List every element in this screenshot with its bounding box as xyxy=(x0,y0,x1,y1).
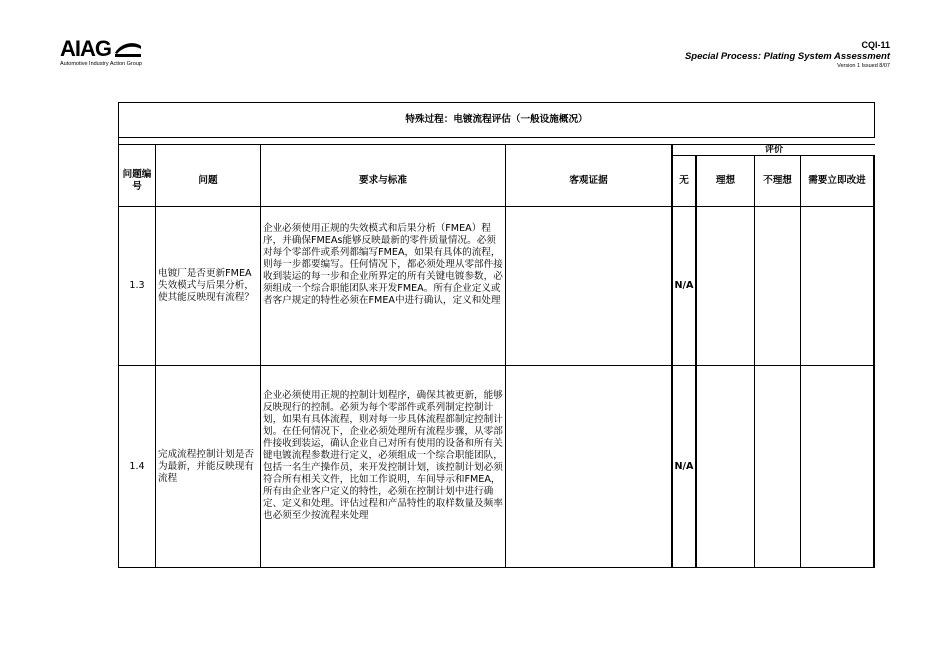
header-na: 无 xyxy=(679,175,689,186)
document-header xyxy=(685,40,890,70)
document-title: Special Process: Plating System Assessment xyxy=(684,51,890,62)
row-1-4-ideal-cell[interactable] xyxy=(697,366,754,567)
row-1-3-na: N/A xyxy=(674,280,694,291)
row-1-4-immediate-action-cell[interactable] xyxy=(801,366,873,567)
row-1-3-not-ideal-cell[interactable] xyxy=(755,207,800,365)
row-1-3-ideal-cell[interactable] xyxy=(697,207,754,365)
row-1-4-requirements: 企业必须使用正规的控制计划程序，确保其被更新，能够反映现行的控制。必须为每个零部件或系列制定控制计划，如果有具体流程，则对每一步具体流程都制定控制计划。在任何情况下，企业必须处理所有流程步骤，从零部件接收到装运，确认企业自己对所有使用的设备和所有关键电镀流程参数进行定义，必须组成一个综合职能团队，包括一名生产操作员，来开发控制计划，该控制计划必须符合所有相关文件，比如工作说明，车间导示和FMEA，所有由企业客户定义的特性，必须在控制计划中进行确定、定义和处理。评估过程和产品特性的取样数量及频率也必须至少按流程来处理 xyxy=(263,390,503,521)
assessment-table xyxy=(118,102,875,568)
header-not-ideal: 不理想 xyxy=(763,175,792,186)
document-id: CQI-11 xyxy=(861,40,890,50)
row-1-4-na: N/A xyxy=(674,460,694,472)
row-1-4-evidence[interactable] xyxy=(506,366,671,567)
row-1-3-evidence[interactable] xyxy=(506,207,671,365)
evaluation-group-header: 评价 xyxy=(764,144,783,155)
aiag-logo xyxy=(60,38,143,67)
header-evidence: 客观证据 xyxy=(569,175,608,186)
header-ideal: 理想 xyxy=(715,175,736,186)
header-immediate-action: 需要立即改进 xyxy=(808,175,866,186)
logo-text: AIAG xyxy=(60,36,111,61)
row-1-4-not-ideal-cell[interactable] xyxy=(755,366,800,567)
logo-subtitle: Automotive Industry Action Group xyxy=(60,61,142,67)
row-1-3-requirements: 企业必须使用正规的失效模式和后果分析（FMEA）程序，并确保FMEAs能够反映最新的零件质量情况。必须对每个零部件或系列都编写FMEA，如果有具体的流程，则每一步都要编写。任何情况下，都必须处理从零部件接收到装运的每一步和企业所界定的所有关键电镀参数，必须组成一个综合职能团队来开发FMEA。所有企业定义或者客户规定的特性必须在FMEA中进行确认，定义和处理 xyxy=(263,223,503,306)
swoosh-icon xyxy=(113,40,143,58)
row-1-4-question: 完成流程控制计划是否为最新，并能反映现有流程 xyxy=(158,448,254,484)
row-1-3-immediate-action-cell[interactable] xyxy=(801,207,873,365)
header-requirements: 要求与标准 xyxy=(359,175,407,186)
table-title: 特殊过程：电镀流程评估（一般设施概况） xyxy=(405,114,588,125)
document-version: Version 1 Issued 8/07 xyxy=(837,63,890,69)
row-1-3-number: 1.3 xyxy=(129,280,145,291)
row-1-4-number: 1.4 xyxy=(129,460,145,472)
header-question: 问题 xyxy=(198,175,218,186)
row-1-3-question: 电镀厂是否更新FMEA失效模式与后果分析，使其能反映现有流程？ xyxy=(158,268,254,303)
header-question-number: 问题编号 xyxy=(122,169,152,192)
